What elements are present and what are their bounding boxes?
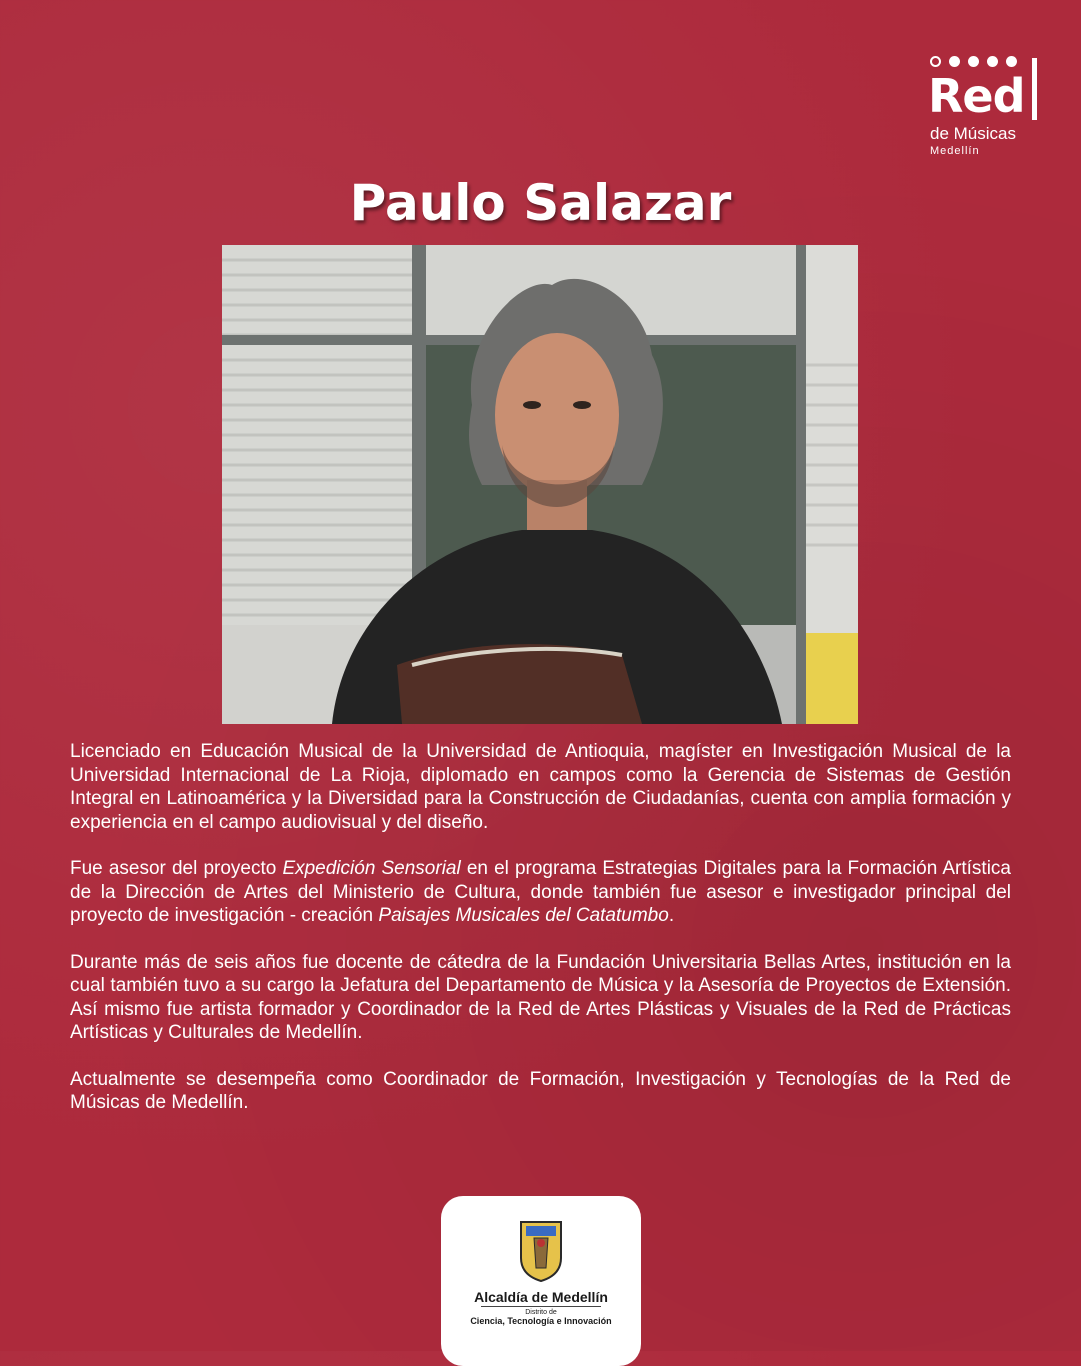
bio-paragraph [70, 857, 1011, 928]
medellin-crest-icon [516, 1218, 566, 1282]
portrait-photo-icon [222, 245, 858, 724]
bio-paragraph: Licenciado en Educación Musical de la Universidad de Antioquia, magíster en Investigación Musical de la Universidad Internacional de La Rioja, diplomado en campos como la Gerencia de Sistemas de Gestión Integral en Latinoamérica y la Diversidad para la Construcción de Ciudadanías, cuenta con amplia formación y experiencia en el campo audiovisual y del diseño. [70, 741, 1011, 833]
bio-text: en el programa Estrategias Digitales para la Formación Artística de la Dirección de Artes del Ministerio de Cultura, donde también fue asesor e investigador principal del proyecto de investigación - creación [70, 858, 1011, 926]
alcaldia-tagline: Ciencia, Tecnología e Innovación [470, 1316, 612, 1326]
bio-project-title: Expedición Sensorial [282, 858, 461, 879]
logo-dot [968, 56, 979, 67]
alcaldia-name: Alcaldía de Medellín [474, 1289, 608, 1305]
bio-text: . [668, 905, 675, 926]
bio-paragraph: Actualmente se desempeña como Coordinador de Formación, Investigación y Tecnologías de la Red de Músicas de Medellín. [70, 1068, 1011, 1113]
logo-dot [930, 56, 941, 67]
alcaldia-logo-card [441, 1196, 641, 1366]
logo-dot [987, 56, 998, 67]
divider [481, 1306, 601, 1307]
portrait-photo [222, 245, 858, 724]
bio-text: Fue asesor del proyecto [70, 858, 283, 879]
logo-city: Medellín [930, 145, 980, 157]
logo-dots [930, 56, 1017, 67]
page-title: Paulo Salazar [349, 174, 732, 232]
red-de-musicas-logo [928, 56, 1043, 166]
logo-dot [1006, 56, 1017, 67]
bio-project-title: Paisajes Musicales del Catatumbo [378, 905, 669, 926]
alcaldia-district: Distrito de [525, 1309, 557, 1316]
biography [70, 740, 1011, 1138]
logo-bar [1032, 58, 1037, 120]
bio-paragraph: Durante más de seis años fue docente de cátedra de la Fundación Universitaria Bellas Artes, institución en la cual también tuvo a su cargo la Jefatura del Departamento de Música y la Asesoría de Proyectos de Extensión. Así mismo fue artista formador y Coordinador de la Red de Artes Plásticas y Visuales de la Red de Prácticas Artísticas y Culturales de Medellín. [70, 951, 1011, 1043]
logo-wordmark: Red [928, 69, 1025, 123]
logo-subtitle: de Músicas [930, 124, 1016, 143]
logo-dot [949, 56, 960, 67]
